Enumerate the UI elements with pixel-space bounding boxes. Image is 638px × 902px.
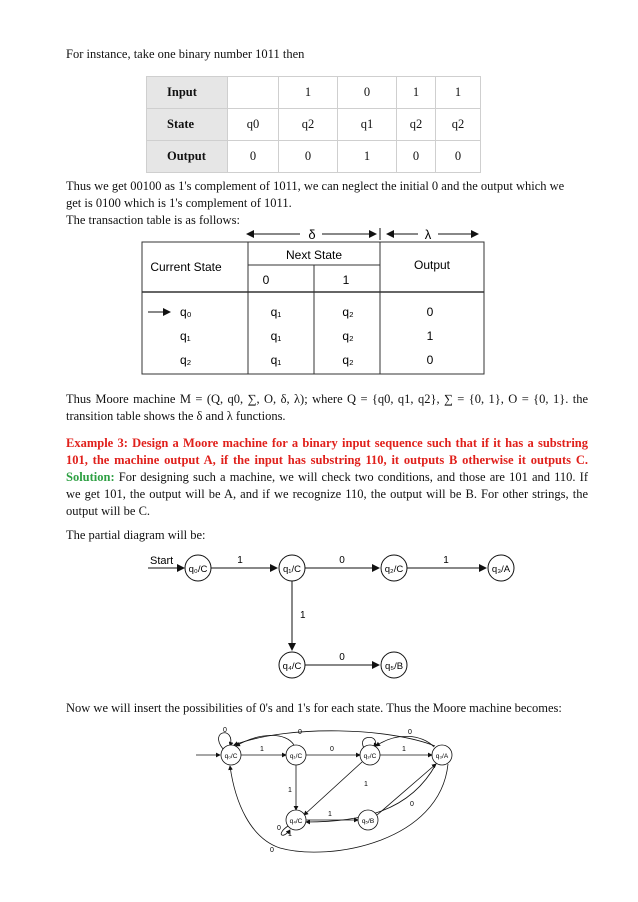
- lambda-symbol: λ: [424, 227, 432, 242]
- state-label: q₁/C: [283, 564, 301, 575]
- table-cell: 1: [397, 77, 436, 109]
- full-diagram-caption: Now we will insert the possibilities of 0's and 1's for each state. Thus the Moore machine becomes:: [66, 701, 562, 715]
- edge-q3-q0: [234, 731, 435, 746]
- edge-label: 0: [339, 652, 345, 663]
- table-cell: 1: [279, 77, 338, 109]
- paragraph-line: The transaction table is as follows:: [66, 213, 240, 227]
- table-row: [147, 141, 481, 173]
- edge-label: 0: [270, 847, 274, 854]
- table-cell: 0: [279, 141, 338, 173]
- edge-label: 0: [223, 727, 227, 734]
- output-cell: 0: [426, 353, 434, 367]
- edge-label: 0: [330, 746, 334, 753]
- intro-text: For instance, take one binary number 1011 then: [66, 47, 305, 61]
- table-cell: 0: [228, 141, 279, 173]
- next1-cell: q₂: [342, 305, 354, 319]
- edge-label: 1: [300, 610, 306, 621]
- start-label: Start: [150, 555, 174, 567]
- table-cell: 0: [436, 141, 481, 173]
- state-label: q₄/C: [282, 661, 302, 672]
- edge-label: 0: [298, 729, 302, 736]
- solution-text: For designing such a machine, we will check two conditions, and those are 101 and 110. If we get 101, the output will be A, and if we recognize 110, the output will be B. For other strings, the output will be C.: [66, 470, 588, 518]
- row-label: Input: [147, 77, 228, 109]
- transition-table-figure: [140, 226, 490, 376]
- example3-block: [66, 435, 588, 520]
- paragraph-line: Thus we get 00100 as 1's complement of 1011, we can neglect the initial 0 and the output which we: [66, 179, 565, 193]
- edge-label: 1: [288, 831, 292, 838]
- moore-definition-paragraph: Thus Moore machine M = (Q, q0, ∑, O, δ, λ); where Q = {q0, q1, q2}, ∑ = {0, 1}, O = {0, 1}. the transition table shows the δ and λ functions.: [66, 392, 588, 423]
- next1-cell: q₂: [342, 353, 354, 367]
- table-cell: 0: [397, 141, 436, 173]
- next0-cell: q₁: [270, 329, 282, 343]
- edge-q1-q0: [236, 735, 294, 746]
- state-label: q₃/A: [491, 564, 511, 575]
- edge-label: 1: [443, 555, 449, 566]
- output-cell: 1: [426, 329, 434, 343]
- complement-paragraph: [66, 178, 586, 229]
- output-header: Output: [413, 258, 451, 272]
- solution-label: Solution:: [66, 470, 115, 484]
- table-cell: q1: [338, 109, 397, 141]
- row-label: Output: [147, 141, 228, 173]
- next-state-header: Next State: [285, 248, 343, 262]
- next0-cell: q₁: [270, 353, 282, 367]
- input-1-header: 1: [342, 273, 350, 287]
- state-label: q₁/C: [289, 753, 303, 760]
- edge-q5-q3: [377, 764, 436, 815]
- table-cell: 0: [338, 77, 397, 109]
- edge-label: 1: [288, 787, 292, 794]
- edge-q5-q0: [230, 764, 448, 852]
- partial-diagram-caption: The partial diagram will be:: [66, 528, 206, 542]
- current-state-header: Current State: [150, 260, 222, 274]
- state-label: q₀/C: [188, 564, 208, 575]
- example3-heading: Example 3: Design a Moore machine for a binary input sequence such that if it has a substring 101, the machine output A, if the input has substring 110, it outputs B otherwise it outputs C.: [66, 436, 588, 467]
- table-cell: q0: [228, 109, 279, 141]
- edge-label: 1: [328, 811, 332, 818]
- state-cell: q₁: [180, 329, 191, 343]
- output-cell: 0: [426, 305, 434, 319]
- table-cell: q2: [397, 109, 436, 141]
- state-label: q₅/B: [384, 661, 404, 672]
- edge-q2-q4: [304, 762, 362, 815]
- edge-label: 1: [260, 746, 264, 753]
- table-cell: q2: [279, 109, 338, 141]
- edge-label: 0: [339, 555, 345, 566]
- state-label: q₂/C: [363, 753, 377, 760]
- partial-state-diagram: [140, 548, 530, 683]
- table-cell: q2: [436, 109, 481, 141]
- table-cell: 1: [436, 77, 481, 109]
- state-cell: q₀: [180, 305, 192, 319]
- paragraph-line: get is 0100 which is 1's complement of 1011.: [66, 196, 292, 210]
- table-row: [147, 77, 481, 109]
- edge-label: 0: [410, 801, 414, 808]
- state-label: q₅/B: [361, 818, 375, 825]
- state-label: q₀/C: [224, 753, 238, 760]
- delta-symbol: δ: [308, 227, 316, 242]
- example-table: [146, 76, 481, 173]
- state-label: q₂/C: [384, 564, 404, 575]
- edge-label: 0: [277, 825, 281, 832]
- state-label: q₄/C: [289, 818, 303, 825]
- next1-cell: q₂: [342, 329, 354, 343]
- table-cell: 1: [338, 141, 397, 173]
- table-row: [147, 109, 481, 141]
- edge-label: 1: [402, 746, 406, 753]
- edge-label: 0: [408, 729, 412, 736]
- edge-label: 1: [237, 555, 243, 566]
- full-moore-diagram: [190, 722, 470, 862]
- row-label: State: [147, 109, 228, 141]
- next0-cell: q₁: [270, 305, 282, 319]
- edge-label: 1: [364, 781, 368, 788]
- input-0-header: 0: [262, 273, 270, 287]
- state-cell: q₂: [180, 353, 192, 367]
- state-label: q₃/A: [435, 753, 449, 760]
- table-cell: [228, 77, 279, 109]
